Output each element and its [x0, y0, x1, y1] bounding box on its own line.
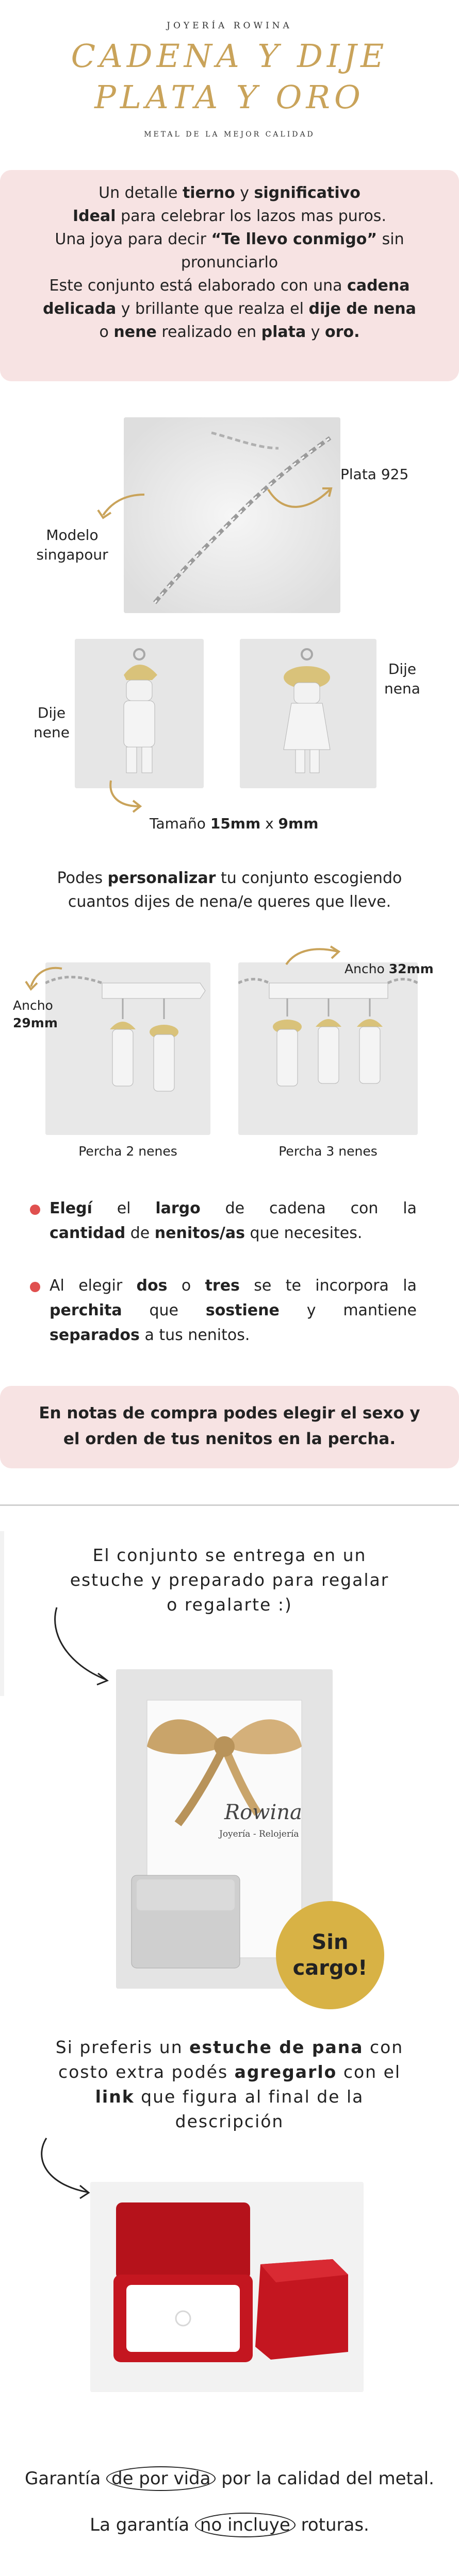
label-model: Modelo singapour: [36, 527, 108, 563]
label-girl-pendant: Dije nena: [384, 660, 420, 697]
hanger-3-drawing: [238, 962, 418, 1135]
intro-line-7: o nene realizado en plata y oro.: [99, 323, 360, 341]
arrow-left-icon: [93, 489, 150, 526]
warranty-circled-2: no incluye: [195, 2513, 296, 2537]
bullet-dot-2: [30, 1282, 40, 1294]
warranty-circled-1: de por vida: [106, 2466, 216, 2491]
label-size: Tamaño 15mm x 9mm: [150, 815, 319, 832]
subtitle: METAL DE LA MEJOR CALIDAD: [144, 130, 315, 139]
packaging-text: El conjunto se entrega en un estuche y preparado para regalar o regalarte :): [70, 1545, 389, 1615]
velvet-text: Si preferis un estuche de pana con costo extra podés agregarlo con el link que figura al final de la descripción: [55, 2037, 404, 2131]
caption-hanger-2: Percha 2 nenes: [78, 1144, 177, 1159]
section-divider: [0, 1504, 459, 1506]
chain-photo: [124, 417, 340, 613]
arrow-width-right-icon: [281, 944, 343, 970]
intro-line-6: delicada y brillante que realza el dije de nena: [43, 300, 416, 318]
hanger-3-photo: [238, 962, 418, 1135]
arrow-size-icon: [103, 778, 150, 814]
title-line-2: PLATA Y ORO: [94, 78, 365, 116]
label-boy-pendant: Dije nene: [34, 704, 70, 741]
velvet-box-drawing: [90, 2182, 364, 2392]
warranty-line-1: Garantía de por vida por la calidad del metal.: [0, 2466, 459, 2492]
title-line-1: CADENA Y DIJE: [71, 37, 388, 75]
arrow-right-icon: [263, 479, 340, 515]
chain-drawing: [124, 417, 340, 613]
pendant-boy-drawing: [75, 639, 204, 788]
arrow-packaging-icon: [46, 1602, 119, 1690]
hanger-2-photo: [45, 962, 210, 1135]
intro-line-1: Un detalle tierno y significativo: [99, 184, 360, 202]
note-line-2: el orden de tus nenitos en la percha.: [63, 1430, 396, 1448]
arrow-width-left-icon: [21, 963, 67, 994]
warranty-line-2: La garantía no incluye roturas.: [0, 2512, 459, 2538]
label-silver: Plata 925: [340, 466, 409, 483]
bag-brand: Rowina: [224, 1801, 302, 1824]
hanger-2-drawing: [45, 962, 210, 1135]
bullet-2: Al elegir dos o tres se te incorpora la perchita que sostiene y mantiene separados a tus nenitos.: [50, 1277, 417, 1344]
intro-line-2: Ideal para celebrar los lazos mas puros.: [73, 207, 386, 225]
bullet-1: Elegí el largo de cadena con la cantidad de nenitos/as que necesites.: [50, 1199, 417, 1242]
bullet-dot-1: [30, 1205, 40, 1217]
velvet-box-photo: [90, 2182, 364, 2392]
caption-hanger-3: Percha 3 nenes: [278, 1144, 378, 1159]
pendant-boy-photo: [75, 639, 204, 788]
label-width-left: Ancho 29mm: [13, 998, 58, 1030]
label-width-right: Ancho 32mm: [345, 961, 434, 976]
note-box: [0, 1386, 459, 1468]
intro-line-3: Una joya para decir “Te llevo conmigo” sin: [55, 230, 404, 248]
brand-name: JOYERÍA ROWINA: [167, 21, 292, 31]
pendant-girl-photo: [240, 639, 376, 788]
pendant-girl-drawing: [240, 639, 376, 788]
bag-subtitle: Joyería - Relojería: [219, 1829, 299, 1839]
free-badge: Sin cargo!: [276, 1901, 384, 2009]
personalize-text: Podes personalizar tu conjunto escogiendo cuantos dijes de nena/e queres que lleve.: [57, 869, 402, 911]
intro-box: [0, 170, 459, 381]
intro-line-4: pronunciarlo: [181, 253, 278, 272]
note-line-1: En notas de compra podes elegir el sexo y: [39, 1404, 420, 1422]
intro-line-5: Este conjunto está elaborado con una cadena: [49, 277, 410, 295]
